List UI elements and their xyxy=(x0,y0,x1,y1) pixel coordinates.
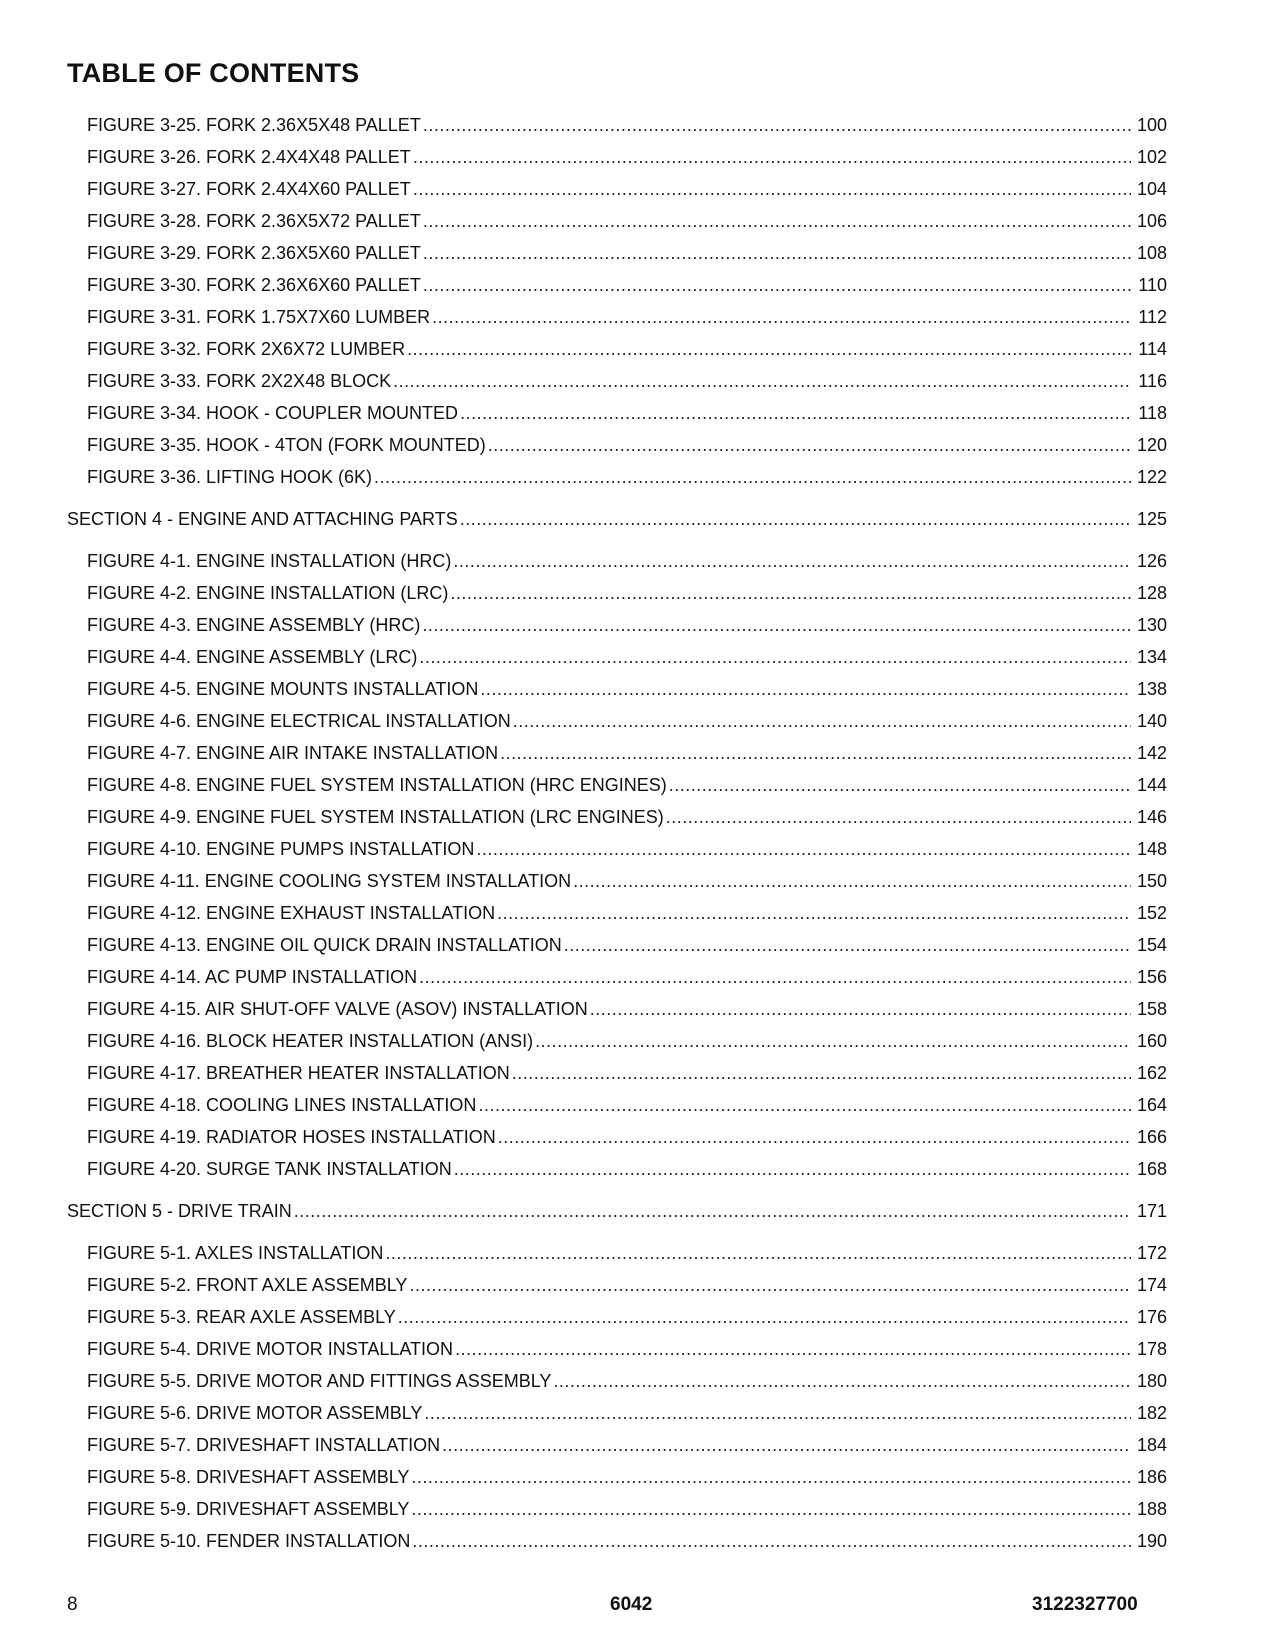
toc-entry-title: FIGURE 3-26. FORK 2.4X4X48 PALLET xyxy=(87,147,411,167)
toc-entry-title: FIGURE 4-9. ENGINE FUEL SYSTEM INSTALLATION (LRC ENGINES) xyxy=(87,807,664,827)
dot-leader xyxy=(409,1269,1131,1301)
toc-entry-title: FIGURE 3-30. FORK 2.36X6X60 PALLET xyxy=(87,275,421,295)
toc-entry-page-number: 138 xyxy=(1136,679,1167,699)
dot-leader xyxy=(385,1237,1131,1269)
toc-entry-title: FIGURE 5-8. DRIVESHAFT ASSEMBLY xyxy=(87,1467,410,1487)
toc-figure-entry[interactable] xyxy=(67,1025,1167,1057)
toc-figure-entry[interactable] xyxy=(67,545,1167,577)
dot-leader xyxy=(374,461,1131,493)
dot-leader xyxy=(488,429,1131,461)
toc-entry-title: FIGURE 4-19. RADIATOR HOSES INSTALLATION xyxy=(87,1127,496,1147)
dot-leader xyxy=(423,269,1131,301)
toc-entry-page-number: 162 xyxy=(1136,1063,1167,1083)
toc-figure-entry[interactable] xyxy=(67,1365,1167,1397)
toc-entry-title: FIGURE 3-32. FORK 2X6X72 LUMBER xyxy=(87,339,406,359)
dot-leader xyxy=(411,1493,1131,1525)
dot-leader xyxy=(497,897,1131,929)
dot-leader xyxy=(500,737,1131,769)
dot-leader xyxy=(573,865,1131,897)
toc-entry-title: FIGURE 4-20. SURGE TANK INSTALLATION xyxy=(87,1159,452,1179)
toc-figure-entry[interactable] xyxy=(67,301,1167,333)
toc-figure-entry[interactable] xyxy=(67,1237,1167,1269)
toc-entry-page-number: 116 xyxy=(1138,371,1167,391)
toc-entry-title: FIGURE 3-29. FORK 2.36X5X60 PALLET xyxy=(87,243,421,263)
dot-leader xyxy=(460,503,1131,535)
dot-leader xyxy=(498,1121,1131,1153)
toc-entry-title: FIGURE 5-9. DRIVESHAFT ASSEMBLY xyxy=(87,1499,410,1519)
toc-figure-entry[interactable] xyxy=(67,673,1167,705)
toc-figure-entry[interactable] xyxy=(67,173,1167,205)
toc-entry-title: FIGURE 5-6. DRIVE MOTOR ASSEMBLY xyxy=(87,1403,423,1423)
dot-leader xyxy=(669,769,1131,801)
toc-entry-page-number: 184 xyxy=(1136,1435,1167,1455)
toc-entry-title: FIGURE 3-33. FORK 2X2X48 BLOCK xyxy=(87,371,392,391)
dot-leader xyxy=(564,929,1131,961)
toc-entry-title: FIGURE 5-3. REAR AXLE ASSEMBLY xyxy=(87,1307,396,1327)
toc-entry-page-number: 100 xyxy=(1136,115,1167,135)
toc-entry-title: FIGURE 5-7. DRIVESHAFT INSTALLATION xyxy=(87,1435,441,1455)
toc-figure-entry[interactable] xyxy=(67,1301,1167,1333)
toc-entry-title: FIGURE 3-31. FORK 1.75X7X60 LUMBER xyxy=(87,307,431,327)
toc-entry-page-number: 178 xyxy=(1136,1339,1167,1359)
toc-entry-page-number: 146 xyxy=(1136,807,1167,827)
toc-entry-title: FIGURE 5-5. DRIVE MOTOR AND FITTINGS ASSEMBLY xyxy=(87,1371,552,1391)
dot-leader xyxy=(454,1153,1131,1185)
toc-entry-page-number: 140 xyxy=(1136,711,1167,731)
toc-entry-title: FIGURE 5-1. AXLES INSTALLATION xyxy=(87,1243,384,1263)
toc-entry-page-number: 156 xyxy=(1136,967,1167,987)
toc-entry-page-number: 120 xyxy=(1136,435,1167,455)
toc-entry-title: FIGURE 5-4. DRIVE MOTOR INSTALLATION xyxy=(87,1339,454,1359)
toc-entry-page-number: 144 xyxy=(1136,775,1167,795)
toc-figure-entry[interactable] xyxy=(67,461,1167,493)
toc-entry-title: FIGURE 4-15. AIR SHUT-OFF VALVE (ASOV) INSTALLATION xyxy=(87,999,588,1019)
toc-entry-title: FIGURE 4-3. ENGINE ASSEMBLY (HRC) xyxy=(87,615,421,635)
dot-leader xyxy=(424,1397,1131,1429)
dot-leader xyxy=(666,801,1131,833)
toc-figure-entry[interactable] xyxy=(67,365,1167,397)
toc-entry-page-number: 128 xyxy=(1136,583,1167,603)
toc-entry-title: FIGURE 4-8. ENGINE FUEL SYSTEM INSTALLATION (HRC ENGINES) xyxy=(87,775,667,795)
dot-leader xyxy=(407,333,1131,365)
toc-entry-title: SECTION 5 - DRIVE TRAIN xyxy=(67,1201,292,1221)
dot-leader xyxy=(478,1089,1131,1121)
toc-figure-entry[interactable] xyxy=(67,1333,1167,1365)
toc-entry-page-number: 118 xyxy=(1138,403,1167,423)
toc-entry-page-number: 171 xyxy=(1136,1201,1167,1221)
toc-entry-page-number: 180 xyxy=(1136,1371,1167,1391)
dot-leader xyxy=(393,365,1131,397)
toc-entry-title: FIGURE 4-12. ENGINE EXHAUST INSTALLATION xyxy=(87,903,496,923)
toc-entry-page-number: 166 xyxy=(1136,1127,1167,1147)
dot-leader xyxy=(590,993,1131,1025)
toc-figure-entry[interactable] xyxy=(67,641,1167,673)
toc-entry-page-number: 130 xyxy=(1136,615,1167,635)
toc-entry-page-number: 160 xyxy=(1136,1031,1167,1051)
toc-figure-entry[interactable] xyxy=(67,109,1167,141)
dot-leader xyxy=(512,1057,1131,1089)
dot-leader xyxy=(442,1429,1131,1461)
toc-entry-title: FIGURE 3-36. LIFTING HOOK (6K) xyxy=(87,467,373,487)
toc-figure-entry[interactable] xyxy=(67,833,1167,865)
toc-figure-entry[interactable] xyxy=(67,769,1167,801)
toc-entry-title: FIGURE 3-35. HOOK - 4TON (FORK MOUNTED) xyxy=(87,435,486,455)
toc-figure-entry[interactable] xyxy=(67,801,1167,833)
toc-entry-page-number: 164 xyxy=(1136,1095,1167,1115)
dot-leader xyxy=(453,545,1131,577)
dot-leader xyxy=(535,1025,1131,1057)
toc-figure-entry[interactable] xyxy=(67,1397,1167,1429)
toc-entry-title: FIGURE 4-5. ENGINE MOUNTS INSTALLATION xyxy=(87,679,479,699)
toc-entry-page-number: 172 xyxy=(1136,1243,1167,1263)
toc-entry-title: FIGURE 4-6. ENGINE ELECTRICAL INSTALLATION xyxy=(87,711,511,731)
toc-entry-title: FIGURE 4-17. BREATHER HEATER INSTALLATION xyxy=(87,1063,510,1083)
toc-entry-page-number: 154 xyxy=(1136,935,1167,955)
toc-figure-entry[interactable] xyxy=(67,737,1167,769)
dot-leader xyxy=(413,141,1131,173)
toc-entry-title: FIGURE 3-28. FORK 2.36X5X72 PALLET xyxy=(87,211,421,231)
toc-entry-title: FIGURE 3-34. HOOK - COUPLER MOUNTED xyxy=(87,403,459,423)
toc-entry-page-number: 114 xyxy=(1138,339,1167,359)
dot-leader xyxy=(294,1195,1131,1227)
dot-leader xyxy=(419,961,1131,993)
toc-entry-page-number: 150 xyxy=(1136,871,1167,891)
toc-figure-entry[interactable] xyxy=(67,141,1167,173)
toc-figure-entry[interactable] xyxy=(67,609,1167,641)
dot-leader xyxy=(419,641,1131,673)
toc-figure-entry[interactable] xyxy=(67,961,1167,993)
toc-entry-page-number: 108 xyxy=(1136,243,1167,263)
toc-figure-entry[interactable] xyxy=(67,269,1167,301)
toc-entry-title: FIGURE 4-7. ENGINE AIR INTAKE INSTALLATION xyxy=(87,743,499,763)
toc-entry-title: SECTION 4 - ENGINE AND ATTACHING PARTS xyxy=(67,509,458,529)
toc-entry-title: FIGURE 5-10. FENDER INSTALLATION xyxy=(87,1531,411,1551)
toc-entry-title: FIGURE 4-1. ENGINE INSTALLATION (HRC) xyxy=(87,551,452,571)
toc-entry-page-number: 182 xyxy=(1136,1403,1167,1423)
toc-entry-page-number: 122 xyxy=(1136,467,1167,487)
toc-figure-entry[interactable] xyxy=(67,333,1167,365)
toc-entry-title: FIGURE 4-16. BLOCK HEATER INSTALLATION (ANSI) xyxy=(87,1031,534,1051)
dot-leader xyxy=(553,1365,1131,1397)
toc-figure-entry[interactable] xyxy=(67,929,1167,961)
toc-entry-page-number: 190 xyxy=(1136,1531,1167,1551)
footer-page-number: 8 xyxy=(67,1594,78,1615)
toc-entry-page-number: 112 xyxy=(1138,307,1167,327)
toc-figure-entry[interactable] xyxy=(67,577,1167,609)
toc-figure-entry[interactable] xyxy=(67,1525,1167,1557)
table-of-contents xyxy=(67,109,1167,1557)
toc-section-entry[interactable] xyxy=(67,1195,1167,1227)
toc-figure-entry[interactable] xyxy=(67,705,1167,737)
dot-leader xyxy=(450,577,1131,609)
toc-figure-entry[interactable] xyxy=(67,1493,1167,1525)
toc-entry-title: FIGURE 3-27. FORK 2.4X4X60 PALLET xyxy=(87,179,411,199)
toc-entry-title: FIGURE 4-14. AC PUMP INSTALLATION xyxy=(87,967,418,987)
toc-entry-title: FIGURE 4-13. ENGINE OIL QUICK DRAIN INSTALLATION xyxy=(87,935,562,955)
toc-entry-title: FIGURE 3-25. FORK 2.36X5X48 PALLET xyxy=(87,115,421,135)
toc-figure-entry[interactable] xyxy=(67,897,1167,929)
toc-figure-entry[interactable] xyxy=(67,397,1167,429)
page-title: TABLE OF CONTENTS xyxy=(67,58,360,88)
dot-leader xyxy=(423,109,1131,141)
dot-leader xyxy=(455,1333,1131,1365)
toc-entry-page-number: 168 xyxy=(1136,1159,1167,1179)
toc-entry-page-number: 142 xyxy=(1136,743,1167,763)
toc-figure-entry[interactable] xyxy=(67,1269,1167,1301)
toc-figure-entry[interactable] xyxy=(67,865,1167,897)
toc-figure-entry[interactable] xyxy=(67,205,1167,237)
dot-leader xyxy=(422,609,1131,641)
dot-leader xyxy=(398,1301,1131,1333)
toc-entry-page-number: 186 xyxy=(1136,1467,1167,1487)
dot-leader xyxy=(411,1461,1131,1493)
toc-figure-entry[interactable] xyxy=(67,1057,1167,1089)
toc-entry-page-number: 148 xyxy=(1136,839,1167,859)
toc-entry-title: FIGURE 4-18. COOLING LINES INSTALLATION xyxy=(87,1095,477,1115)
toc-section-entry[interactable] xyxy=(67,503,1167,535)
toc-figure-entry[interactable] xyxy=(67,1089,1167,1121)
footer-model-number: 6042 xyxy=(610,1594,653,1615)
toc-figure-entry[interactable] xyxy=(67,1461,1167,1493)
toc-entry-page-number: 152 xyxy=(1136,903,1167,923)
toc-entry-title: FIGURE 5-2. FRONT AXLE ASSEMBLY xyxy=(87,1275,408,1295)
toc-entry-page-number: 125 xyxy=(1136,509,1167,529)
toc-entry-title: FIGURE 4-10. ENGINE PUMPS INSTALLATION xyxy=(87,839,475,859)
dot-leader xyxy=(513,705,1131,737)
footer-document-number: 3122327700 xyxy=(1032,1594,1138,1615)
toc-figure-entry[interactable] xyxy=(67,1153,1167,1185)
toc-entry-page-number: 176 xyxy=(1136,1307,1167,1327)
dot-leader xyxy=(423,237,1131,269)
toc-figure-entry[interactable] xyxy=(67,429,1167,461)
toc-entry-title: FIGURE 4-2. ENGINE INSTALLATION (LRC) xyxy=(87,583,449,603)
dot-leader xyxy=(480,673,1131,705)
toc-entry-page-number: 188 xyxy=(1136,1499,1167,1519)
dot-leader xyxy=(423,205,1131,237)
toc-entry-page-number: 158 xyxy=(1136,999,1167,1019)
dot-leader xyxy=(460,397,1131,429)
toc-figure-entry[interactable] xyxy=(67,1121,1167,1153)
toc-entry-page-number: 134 xyxy=(1136,647,1167,667)
toc-entry-page-number: 102 xyxy=(1136,147,1167,167)
dot-leader xyxy=(476,833,1131,865)
toc-figure-entry[interactable] xyxy=(67,993,1167,1025)
toc-figure-entry[interactable] xyxy=(67,237,1167,269)
toc-entry-page-number: 126 xyxy=(1136,551,1167,571)
toc-entry-page-number: 106 xyxy=(1136,211,1167,231)
toc-entry-title: FIGURE 4-4. ENGINE ASSEMBLY (LRC) xyxy=(87,647,418,667)
toc-entry-page-number: 110 xyxy=(1138,275,1167,295)
toc-entry-title: FIGURE 4-11. ENGINE COOLING SYSTEM INSTALLATION xyxy=(87,871,572,891)
dot-leader xyxy=(412,1525,1131,1557)
dot-leader xyxy=(413,173,1131,205)
dot-leader xyxy=(432,301,1131,333)
toc-entry-page-number: 104 xyxy=(1136,179,1167,199)
toc-entry-page-number: 174 xyxy=(1136,1275,1167,1295)
toc-figure-entry[interactable] xyxy=(67,1429,1167,1461)
